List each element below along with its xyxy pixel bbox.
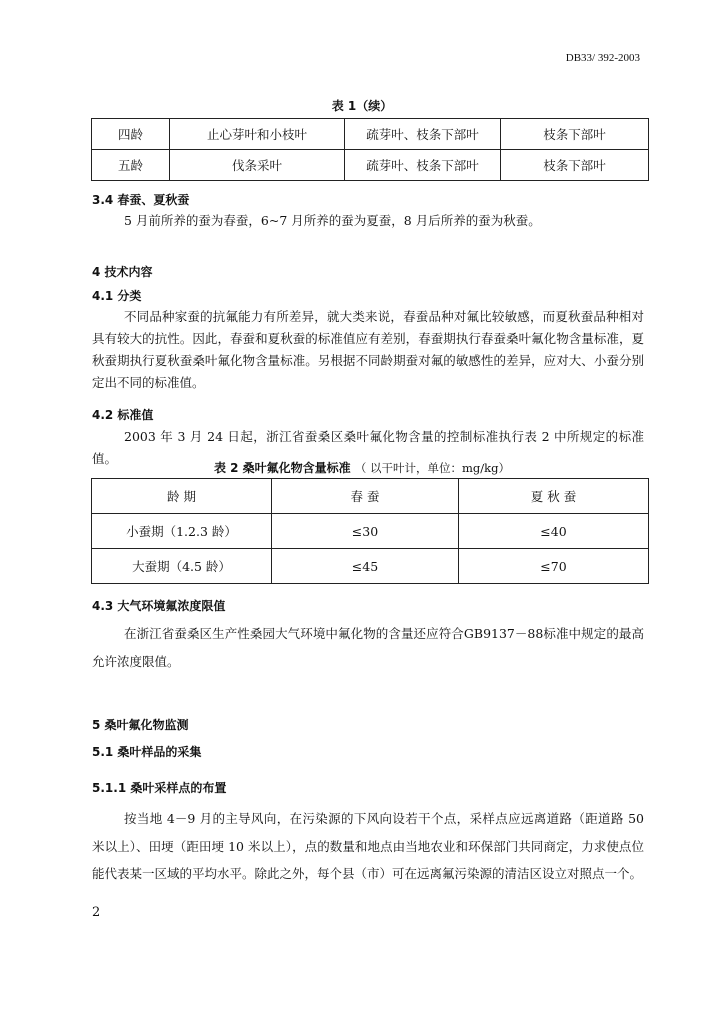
table-cell: ≤40 <box>459 514 649 549</box>
standard-number: DB33/ 392-2003 <box>565 52 640 64</box>
table-cell: 小蚕期（1.2.3 龄） <box>92 514 272 549</box>
section-5-1-1-text: 按当地 4－9 月的主导风向，在污染源的下风向设若干个点，采样点应远离道路（距道路 50 米以上）、田埂（距田埂 10 米以上），点的数量和地点由当地农业和环保部门共同商定，力求使点位能代表某一区域的平均水平。除此之外，每个县（市）可在远离氟污染源的清洁区设立对照点一个。 <box>92 811 644 881</box>
table-cell: 疏芽叶、枝条下部叶 <box>345 119 501 150</box>
table-row <box>92 514 649 549</box>
table-cell: ≤30 <box>272 514 459 549</box>
page-number: 2 <box>92 905 101 920</box>
table-header-row <box>92 479 649 514</box>
table-cell: 止心芽叶和小枝叶 <box>170 119 345 150</box>
table-row <box>92 549 649 584</box>
table-cell: 枝条下部叶 <box>501 150 649 181</box>
section-5-1-heading: 5.1 桑叶样品的采集 <box>92 745 202 759</box>
table-cell: 四龄 <box>92 119 170 150</box>
table-header-cell: 龄 期 <box>92 479 272 514</box>
table-cell: ≤70 <box>459 549 649 584</box>
section-4-3-heading: 4.3 大气环境氟浓度限值 <box>92 599 226 613</box>
section-3-4-text: 5 月前所养的蚕为春蚕，6~7 月所养的蚕为夏蚕，8 月后所养的蚕为秋蚕。 <box>124 213 541 228</box>
section-4-heading: 4 技术内容 <box>92 265 153 279</box>
section-3-4-heading: 3.4 春蚕、夏秋蚕 <box>92 193 190 207</box>
table2-caption-title: 表 2 桑叶氟化物含量标准 <box>213 461 351 475</box>
table1-caption: 表 1（续） <box>331 99 393 113</box>
table2-caption <box>0 459 724 476</box>
section-4-3-text: 在浙江省蚕桑区生产性桑园大气环境中氟化物的含量还应符合GB9137－88标准中规定的最高允许浓度限值。 <box>92 626 644 669</box>
table-cell: ≤45 <box>272 549 459 584</box>
section-5-1-1-heading: 5.1.1 桑叶采样点的布置 <box>92 781 227 795</box>
table2 <box>91 478 649 584</box>
section-4-1-heading: 4.1 分类 <box>92 289 142 303</box>
table-cell: 五龄 <box>92 150 170 181</box>
table-header-cell: 春 蚕 <box>272 479 459 514</box>
table-cell: 伐条采叶 <box>170 150 345 181</box>
section-4-1-text: 不同品种家蚕的抗氟能力有所差异，就大类来说，春蚕品种对氟比较敏感，而夏秋蚕品种相对具有较大的抗性。因此，春蚕和夏秋蚕的标准值应有差别，春蚕期执行春蚕桑叶氟化物含量标准，夏秋蚕期执行夏秋蚕桑叶氟化物含量标准。另根据不同龄期蚕对氟的敏感性的差异，应对大、小蚕分别定出不同的标准值。 <box>92 309 644 390</box>
table-cell: 大蚕期（4.5 龄） <box>92 549 272 584</box>
table2-caption-note: （ 以干叶计，单位：mg/kg） <box>354 461 511 475</box>
table-row <box>92 150 649 181</box>
table-header-cell: 夏 秋 蚕 <box>459 479 649 514</box>
table-cell: 枝条下部叶 <box>501 119 649 150</box>
section-4-2-heading: 4.2 标准值 <box>92 408 154 422</box>
section-5-heading: 5 桑叶氟化物监测 <box>92 718 189 732</box>
table1 <box>91 118 649 181</box>
table-cell: 疏芽叶、枝条下部叶 <box>345 150 501 181</box>
section-4-2-text: 2003 年 3 月 24 日起，浙江省蚕桑区桑叶氟化物含量的控制标准执行表 2 中所规定的标准值。 <box>92 429 644 466</box>
table-row <box>92 119 649 150</box>
